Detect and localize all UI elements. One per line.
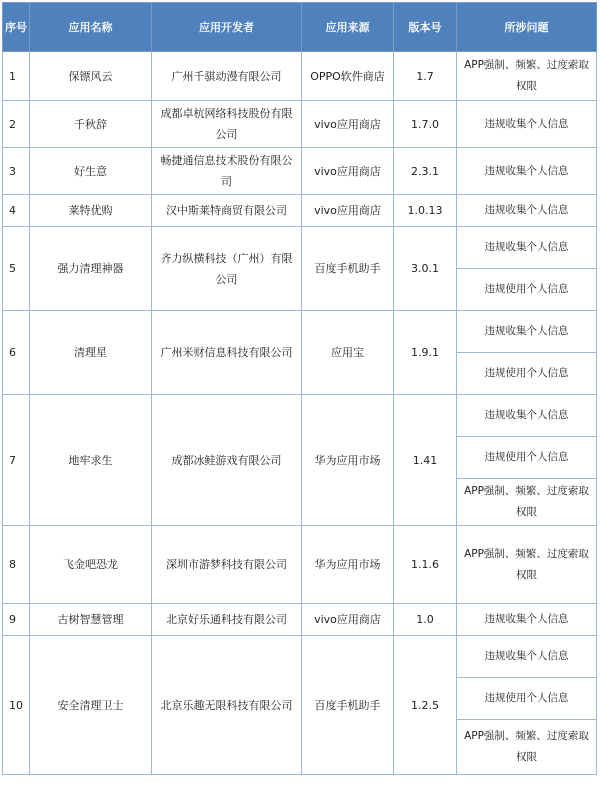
cell-issue: 违规使用个人信息: [457, 437, 597, 479]
table-row: [3, 148, 597, 195]
cell-issue: APP强制、频繁、过度索取权限: [457, 526, 597, 604]
table-header: [3, 3, 597, 52]
cell-seq: 1: [3, 52, 30, 101]
table-row: [3, 195, 597, 227]
cell-source: 百度手机助手: [302, 227, 394, 311]
cell-issue: 违规收集个人信息: [457, 195, 597, 227]
table-body: [3, 52, 597, 775]
cell-developer: 成都卓杭网络科技股份有限公司: [152, 101, 302, 148]
cell-seq: 6: [3, 311, 30, 395]
table-row: [3, 395, 597, 437]
cell-issue: 违规收集个人信息: [457, 148, 597, 195]
cell-issue: 违规使用个人信息: [457, 269, 597, 311]
cell-app-name: 保镖风云: [30, 52, 152, 101]
cell-source: vivo应用商店: [302, 148, 394, 195]
cell-app-name: 千秋辞: [30, 101, 152, 148]
cell-developer: 成都冰鲑游戏有限公司: [152, 395, 302, 526]
cell-developer: 畅捷通信息技术股份有限公司: [152, 148, 302, 195]
cell-version: 1.9.1: [394, 311, 457, 395]
cell-issue: 违规收集个人信息: [457, 101, 597, 148]
table-row: [3, 227, 597, 269]
cell-source: vivo应用商店: [302, 604, 394, 636]
cell-version: 1.0: [394, 604, 457, 636]
cell-app-name: 好生意: [30, 148, 152, 195]
cell-seq: 9: [3, 604, 30, 636]
cell-source: 百度手机助手: [302, 636, 394, 775]
header-source: 应用来源: [302, 3, 394, 52]
cell-app-name: 清理星: [30, 311, 152, 395]
cell-version: 1.7.0: [394, 101, 457, 148]
cell-version: 2.3.1: [394, 148, 457, 195]
table-row: [3, 526, 597, 604]
cell-source: vivo应用商店: [302, 195, 394, 227]
header-issues: 所涉问题: [457, 3, 597, 52]
cell-app-name: 古树智慧管理: [30, 604, 152, 636]
cell-issue: 违规使用个人信息: [457, 353, 597, 395]
header-developer: 应用开发者: [152, 3, 302, 52]
table-row: [3, 311, 597, 353]
cell-seq: 10: [3, 636, 30, 775]
cell-app-name: 安全清理卫士: [30, 636, 152, 775]
cell-developer: 深圳市游梦科技有限公司: [152, 526, 302, 604]
cell-issue: APP强制、频繁、过度索取权限: [457, 52, 597, 101]
cell-source: 华为应用市场: [302, 526, 394, 604]
cell-version: 1.1.6: [394, 526, 457, 604]
cell-developer: 北京乐趣无限科技有限公司: [152, 636, 302, 775]
cell-seq: 4: [3, 195, 30, 227]
cell-developer: 广州千骐动漫有限公司: [152, 52, 302, 101]
cell-developer: 北京好乐通科技有限公司: [152, 604, 302, 636]
header-version: 版本号: [394, 3, 457, 52]
cell-app-name: 地牢求生: [30, 395, 152, 526]
cell-source: 华为应用市场: [302, 395, 394, 526]
table-row: [3, 636, 597, 678]
app-issues-table: [2, 2, 597, 775]
cell-developer: 广州米财信息科技有限公司: [152, 311, 302, 395]
cell-source: vivo应用商店: [302, 101, 394, 148]
cell-developer: 汉中斯莱特商贸有限公司: [152, 195, 302, 227]
header-row: [3, 3, 597, 52]
cell-issue: 违规收集个人信息: [457, 227, 597, 269]
header-seq: 序号: [3, 3, 30, 52]
cell-version: 1.7: [394, 52, 457, 101]
cell-app-name: 强力清理神器: [30, 227, 152, 311]
cell-seq: 3: [3, 148, 30, 195]
cell-developer: 齐力纵横科技（广州）有限公司: [152, 227, 302, 311]
cell-version: 1.2.5: [394, 636, 457, 775]
cell-issue: 违规收集个人信息: [457, 395, 597, 437]
cell-source: OPPO软件商店: [302, 52, 394, 101]
cell-version: 1.0.13: [394, 195, 457, 227]
cell-issue: 违规使用个人信息: [457, 678, 597, 720]
cell-version: 1.41: [394, 395, 457, 526]
cell-seq: 5: [3, 227, 30, 311]
cell-issue: APP强制、频繁、过度索取权限: [457, 720, 597, 775]
cell-issue: APP强制、频繁、过度索取权限: [457, 479, 597, 526]
cell-source: 应用宝: [302, 311, 394, 395]
cell-app-name: 飞金吧恐龙: [30, 526, 152, 604]
cell-issue: 违规收集个人信息: [457, 636, 597, 678]
cell-app-name: 莱特优购: [30, 195, 152, 227]
cell-issue: 违规收集个人信息: [457, 311, 597, 353]
cell-seq: 7: [3, 395, 30, 526]
cell-issue: 违规收集个人信息: [457, 604, 597, 636]
header-name: 应用名称: [30, 3, 152, 52]
table-row: [3, 52, 597, 101]
table-row: [3, 101, 597, 148]
cell-seq: 8: [3, 526, 30, 604]
table-row: [3, 604, 597, 636]
cell-seq: 2: [3, 101, 30, 148]
cell-version: 3.0.1: [394, 227, 457, 311]
